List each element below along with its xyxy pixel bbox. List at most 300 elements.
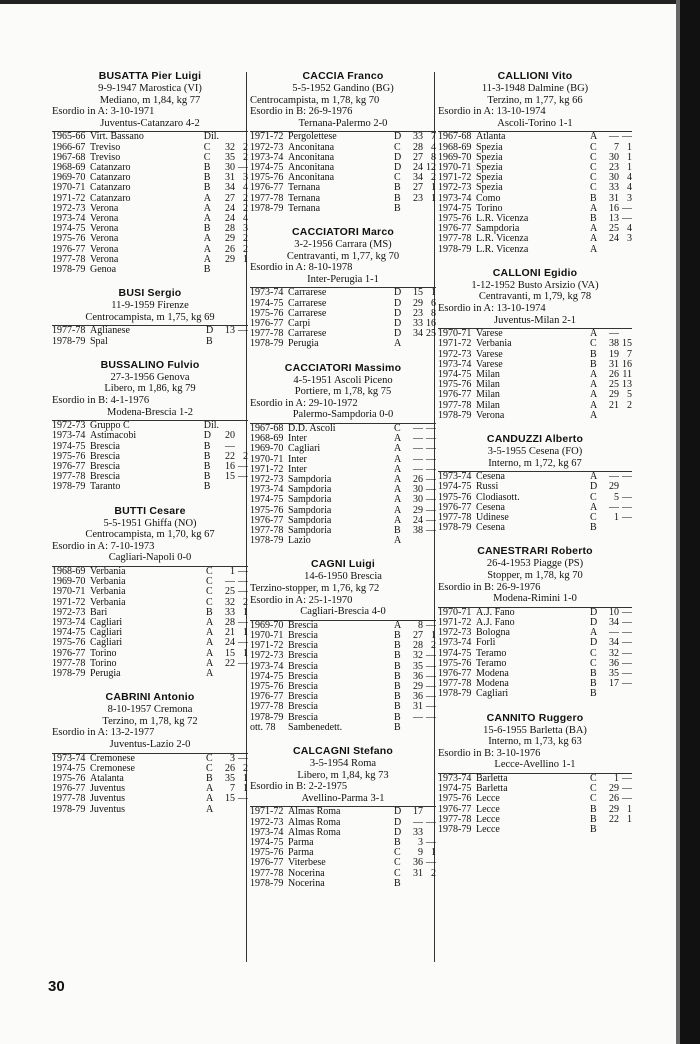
- goals-cell: —: [426, 692, 436, 703]
- season-cell: 1972-73: [250, 817, 284, 828]
- season-cell: 1973-74: [438, 193, 472, 204]
- goals-cell: —: [426, 454, 436, 465]
- table-row: [52, 442, 248, 452]
- goals-cell: 25: [426, 329, 436, 340]
- season-cell: 1972-73: [250, 651, 284, 662]
- club-cell: Lazio: [288, 536, 311, 547]
- club-cell: Perugia: [90, 669, 121, 680]
- table-row: [250, 455, 436, 465]
- table-row: [438, 649, 632, 659]
- season-cell: 1976-77: [250, 692, 284, 703]
- player-info: [438, 725, 632, 771]
- table-row: [250, 526, 436, 536]
- debut-line: Esordio in B: 4-1-1976: [52, 395, 150, 406]
- player-entry: [250, 745, 436, 889]
- goals-cell: 3: [243, 224, 248, 235]
- table-row: [250, 495, 436, 505]
- role-line: Centravanti, m 1,77, kg 70: [286, 250, 400, 262]
- goals-cell: [423, 204, 436, 214]
- birth-line: 8-10-1957 Cremona: [107, 704, 193, 716]
- appearances-cell: —: [603, 472, 619, 483]
- goals-cell: 1: [243, 254, 248, 265]
- column-1: [52, 70, 248, 827]
- league-cell: C: [590, 183, 597, 194]
- appearances-cell: 29: [225, 254, 235, 265]
- appearances-cell: 31: [609, 193, 619, 204]
- season-cell: 1971-72: [250, 464, 284, 475]
- league-cell: B: [394, 193, 401, 204]
- club-cell: L.R. Vicenza: [476, 244, 529, 255]
- goals-cell: 7: [627, 349, 632, 360]
- goals-cell: —: [238, 658, 248, 669]
- appearances-cell: 33: [609, 183, 619, 194]
- appearances-cell: 30: [609, 173, 619, 184]
- club-cell: Udinese: [476, 513, 509, 524]
- table-row: [250, 536, 436, 546]
- goals-cell: 1: [243, 648, 248, 659]
- goals-cell: 3: [627, 234, 632, 245]
- league-cell: C: [394, 423, 407, 434]
- appearances-cell: 35: [609, 669, 619, 680]
- goals-cell: 1: [431, 630, 436, 641]
- season-cell: 1977-78: [438, 400, 472, 411]
- player-entry: [250, 362, 436, 547]
- goals-cell: —: [619, 472, 632, 483]
- season-cell: 1978-79: [250, 536, 284, 547]
- club-cell: Varese: [476, 349, 503, 360]
- league-cell: C: [394, 858, 401, 869]
- page-number: 30: [48, 978, 65, 995]
- club-cell: Milan: [476, 390, 500, 401]
- league-cell: D: [394, 308, 402, 319]
- club-cell: Gruppo C: [90, 421, 204, 432]
- goals-cell: 11: [622, 370, 632, 380]
- league-cell: A: [394, 495, 402, 506]
- table-row: [250, 143, 436, 153]
- club-cell: Bari: [90, 607, 108, 618]
- table-row: [52, 618, 248, 628]
- column-2: [250, 70, 436, 901]
- league-cell: A: [590, 244, 598, 255]
- season-cell: 1975-76: [52, 638, 86, 649]
- role-line: Interno, m 1,72, kg 67: [488, 457, 582, 469]
- player-name: CACCIATORI Massimo: [284, 361, 402, 374]
- league-cell: B: [206, 774, 213, 784]
- player-name: CACCIA Franco: [302, 70, 384, 82]
- table-row: [52, 805, 248, 815]
- goals-cell: —: [426, 474, 436, 485]
- season-cell: 1978-79: [250, 339, 284, 350]
- career-table: [438, 131, 632, 254]
- season-cell: 1973-74: [52, 214, 86, 224]
- table-row: [438, 825, 632, 835]
- player-entry: [438, 433, 632, 533]
- goals-cell: —: [426, 434, 436, 445]
- table-row: [438, 411, 632, 421]
- goals-cell: 5: [627, 390, 632, 401]
- table-row: [438, 628, 632, 638]
- appearances-cell: 15: [225, 648, 235, 659]
- league-cell: D: [394, 132, 407, 143]
- season-cell: 1977-78: [250, 526, 284, 536]
- appearances-cell: 15: [407, 288, 423, 299]
- table-row: [52, 143, 248, 153]
- table-row: [52, 669, 248, 679]
- season-cell: 1975-76: [52, 774, 86, 784]
- goals-cell: 2: [431, 173, 436, 184]
- appearances-cell: 26: [225, 763, 235, 774]
- appearances-cell: 38: [413, 526, 423, 536]
- scan-edge: [676, 0, 700, 1044]
- club-cell: Verona: [476, 410, 505, 421]
- season-cell: 1966-67: [52, 142, 86, 153]
- club-cell: Almas Roma: [288, 807, 394, 818]
- table-row: [52, 794, 248, 804]
- goals-cell: 4: [431, 142, 436, 153]
- role-line: Terzino, m 1,78, kg 72: [102, 715, 198, 727]
- table-row: [438, 245, 632, 255]
- debut-line: Esordio in A: 13-10-1974: [438, 303, 546, 314]
- table-row: [250, 299, 436, 309]
- appearances-cell: 26: [413, 474, 423, 485]
- appearances-cell: 13: [609, 214, 619, 224]
- goals-cell: —: [426, 661, 436, 672]
- appearances-cell: —: [609, 628, 619, 639]
- birth-line: 26-4-1953 Piagge (PS): [486, 558, 584, 570]
- league-cell: C: [394, 868, 401, 879]
- season-cell: 1977-78: [438, 234, 472, 245]
- player-entry: [250, 70, 436, 214]
- appearances-cell: 15: [225, 794, 235, 805]
- season-cell: 1971-72: [52, 193, 86, 204]
- appearances-cell: [219, 805, 235, 815]
- career-table: [438, 773, 632, 835]
- goals-cell: 2: [243, 142, 248, 153]
- player-name: BUTTI Cesare: [114, 504, 186, 517]
- goals-cell: 2: [431, 868, 436, 879]
- player-info: [52, 372, 248, 418]
- appearances-cell: [219, 669, 235, 679]
- table-row: [52, 163, 248, 173]
- appearances-cell: 29: [225, 234, 235, 245]
- column-3: [438, 70, 632, 847]
- league-cell: A: [206, 784, 214, 795]
- goals-cell: —: [426, 858, 436, 869]
- season-cell: 1973-74: [52, 753, 90, 764]
- debut-line: Esordio in B: 3-10-1976: [438, 747, 541, 759]
- goals-cell: —: [426, 702, 436, 713]
- goals-cell: 6: [431, 298, 436, 309]
- season-cell: 1976-77: [250, 183, 284, 194]
- appearances-cell: 28: [413, 142, 423, 153]
- goals-cell: 2: [243, 193, 248, 204]
- goals-cell: [423, 723, 436, 733]
- player-name: CALLONI Egidio: [492, 266, 578, 279]
- debut-line: Esordio in A: 7-10-1973: [52, 540, 155, 552]
- league-cell: B: [590, 359, 597, 370]
- goals-cell: —: [622, 513, 632, 524]
- goals-cell: 8: [431, 152, 436, 163]
- season-cell: 1976-77: [52, 648, 86, 659]
- appearances-cell: [603, 825, 619, 835]
- league-cell: A: [394, 434, 402, 445]
- appearances-cell: 7: [614, 142, 619, 153]
- season-cell: 1975-76: [438, 794, 472, 805]
- club-cell: Varese: [476, 329, 590, 340]
- appearances-cell: —: [603, 329, 619, 340]
- goals-cell: —: [426, 505, 436, 516]
- player-entry: [438, 267, 632, 421]
- appearances-cell: 35: [225, 774, 235, 784]
- appearances-cell: 23: [609, 162, 619, 173]
- season-cell: 1976-77: [438, 804, 472, 815]
- season-cell: 1968-69: [52, 566, 90, 577]
- role-line: Interno, m 1,73, kg 63: [488, 736, 582, 748]
- club-cell: Parma: [288, 838, 314, 848]
- club-cell: Verona: [90, 214, 119, 224]
- table-row: [250, 163, 436, 173]
- season-cell: 1975-76: [250, 505, 284, 516]
- season-cell: 1978-79: [52, 265, 86, 276]
- appearances-cell: 28: [413, 641, 423, 652]
- goals-cell: 2: [431, 641, 436, 652]
- table-row: [250, 319, 436, 329]
- season-cell: 1973-74: [438, 774, 476, 785]
- club-cell: Spal: [90, 336, 108, 347]
- club-cell: Spezia: [476, 162, 503, 173]
- club-cell: Milan: [476, 370, 500, 380]
- club-cell: Verona: [90, 224, 119, 235]
- appearances-cell: 31: [413, 868, 423, 879]
- player-entry: [250, 558, 436, 733]
- goals-cell: 1: [431, 183, 436, 194]
- role-line: Mediano, m 1,84, kg 77: [99, 94, 201, 106]
- table-row: [250, 620, 436, 631]
- league-cell: C: [203, 152, 211, 163]
- appearances-cell: 24: [413, 162, 423, 173]
- table-row: [250, 838, 436, 848]
- league-cell: B: [590, 679, 597, 690]
- debut-match-line: Cagliari-Napoli 0-0: [108, 552, 192, 564]
- goals-cell: [235, 132, 248, 143]
- table-row: [438, 339, 632, 349]
- club-cell: Brescia: [90, 441, 120, 452]
- season-cell: 1976-77: [52, 462, 86, 472]
- club-cell: Lecce: [476, 794, 500, 805]
- league-cell: B: [394, 878, 401, 889]
- goals-cell: 4: [243, 214, 248, 224]
- appearances-cell: 15: [225, 472, 235, 483]
- league-cell: A: [206, 638, 214, 649]
- appearances-cell: [603, 245, 619, 255]
- club-cell: Brescia: [288, 712, 318, 723]
- table-row: [52, 608, 248, 618]
- league-cell: D: [206, 326, 219, 337]
- club-cell: L.R. Vicenza: [476, 214, 529, 224]
- club-cell: Forlì: [476, 638, 496, 649]
- role-line: Centrocampista, m 1,78, kg 70: [250, 94, 380, 106]
- season-cell: 1972-73: [52, 421, 90, 432]
- player-info: [438, 83, 632, 129]
- birth-line: 5-5-1952 Gandino (BG): [292, 83, 394, 94]
- league-cell: C: [590, 142, 597, 153]
- club-cell: Treviso: [90, 152, 121, 163]
- league-cell: Dil.: [203, 420, 219, 432]
- table-row: [52, 255, 248, 265]
- player-info: [52, 300, 248, 323]
- table-row: [438, 132, 632, 143]
- table-row: [52, 587, 248, 597]
- goals-cell: —: [238, 587, 248, 598]
- goals-cell: 3: [243, 173, 248, 184]
- appearances-cell: 33: [413, 318, 423, 329]
- goals-cell: [235, 421, 248, 432]
- table-row: [438, 638, 632, 648]
- club-cell: Carpi: [288, 318, 311, 329]
- table-row: [438, 153, 632, 163]
- club-cell: Cagliari: [476, 689, 509, 700]
- club-cell: Anconitana: [288, 152, 335, 163]
- league-cell: A: [394, 464, 402, 475]
- appearances-cell: 33: [407, 132, 423, 143]
- league-cell: C: [590, 152, 597, 163]
- club-cell: Verbania: [90, 587, 126, 598]
- appearances-cell: 24: [225, 203, 235, 214]
- season-cell: 1978-79: [250, 878, 284, 889]
- goals-cell: —: [426, 464, 436, 475]
- goals-cell: 1: [423, 288, 436, 299]
- club-cell: Cremonese: [90, 763, 135, 774]
- table-row: [438, 234, 632, 244]
- table-row: [250, 132, 436, 143]
- season-cell: 1967-68: [52, 152, 86, 163]
- season-cell: 1968-69: [52, 162, 86, 173]
- goals-cell: 1: [243, 607, 248, 618]
- club-cell: Perugia: [288, 339, 319, 350]
- debut-match-line: Ternana-Palermo 2-0: [298, 117, 388, 129]
- league-cell: A: [394, 505, 402, 516]
- season-cell: 1975-76: [250, 173, 284, 184]
- club-cell: Clodiasott.: [476, 492, 520, 503]
- career-table: [52, 420, 248, 492]
- appearances-cell: —: [609, 502, 619, 513]
- league-cell: D: [590, 607, 603, 618]
- table-row: [438, 163, 632, 173]
- league-cell: C: [394, 142, 401, 153]
- league-cell: B: [590, 825, 597, 836]
- club-cell: Cesena: [476, 502, 505, 513]
- appearances-cell: [219, 265, 235, 275]
- player-info: [250, 83, 436, 129]
- season-cell: 1977-78: [438, 679, 472, 690]
- season-cell: ott. 78: [250, 722, 276, 733]
- goals-cell: —: [622, 658, 632, 669]
- league-cell: C: [206, 753, 219, 764]
- appearances-cell: 31: [609, 359, 619, 370]
- table-row: [250, 692, 436, 702]
- goals-cell: 1: [431, 193, 436, 204]
- league-cell: D: [203, 431, 211, 442]
- club-cell: Catanzaro: [90, 193, 131, 204]
- table-row: [438, 513, 632, 523]
- goals-cell: [235, 431, 248, 441]
- birth-line: 11-9-1959 Firenze: [111, 300, 189, 312]
- appearances-cell: 5: [614, 492, 619, 503]
- league-cell: B: [394, 692, 401, 703]
- season-cell: 1973-74: [250, 661, 284, 672]
- table-row: [250, 465, 436, 475]
- club-cell: Atalanta: [90, 774, 124, 784]
- table-row: [52, 204, 248, 214]
- club-cell: Atlanta: [476, 132, 590, 143]
- season-cell: 1975-76: [250, 848, 284, 859]
- season-cell: 1974-75: [52, 441, 86, 452]
- league-cell: B: [206, 336, 213, 347]
- league-cell: C: [590, 784, 597, 795]
- table-row: [52, 764, 248, 774]
- league-cell: B: [203, 462, 211, 472]
- season-cell: 1975-76: [52, 451, 86, 462]
- club-cell: Astimacobi: [90, 431, 137, 442]
- appearances-cell: 33: [413, 827, 423, 838]
- season-cell: 1976-77: [250, 858, 284, 869]
- player-entry: [52, 359, 248, 493]
- table-row: [438, 679, 632, 689]
- season-cell: 1976-77: [52, 784, 86, 795]
- club-cell: Sampdoria: [288, 515, 332, 526]
- appearances-cell: 16: [225, 462, 235, 472]
- appearances-cell: —: [413, 444, 423, 455]
- season-cell: 1971-72: [438, 618, 472, 628]
- goals-cell: 2: [243, 763, 248, 774]
- appearances-cell: [219, 132, 235, 143]
- club-cell: Verona: [90, 254, 119, 265]
- table-row: [250, 194, 436, 204]
- goals-cell: 15: [622, 339, 632, 350]
- season-cell: 1975-76: [438, 380, 472, 391]
- league-cell: B: [394, 183, 401, 194]
- appearances-cell: [603, 411, 619, 421]
- club-cell: Anconitana: [288, 162, 335, 173]
- club-cell: Brescia: [288, 630, 318, 641]
- appearances-cell: 22: [225, 451, 235, 462]
- player-info: [52, 83, 248, 129]
- table-row: [52, 784, 248, 794]
- appearances-cell: 17: [407, 807, 423, 818]
- goals-cell: 2: [243, 234, 248, 245]
- season-cell: 1974-75: [438, 482, 472, 493]
- table-row: [250, 682, 436, 692]
- league-cell: B: [203, 441, 211, 452]
- appearances-cell: —: [413, 434, 423, 445]
- table-row: [438, 401, 632, 411]
- goals-cell: —: [622, 628, 632, 639]
- goals-cell: 13: [622, 380, 632, 391]
- season-cell: 1978-79: [438, 825, 472, 836]
- appearances-cell: 22: [225, 658, 235, 669]
- debut-line: Esordio in A: 3-10-1971: [52, 106, 155, 118]
- season-cell: 1977-78: [438, 814, 472, 825]
- appearances-cell: 16: [609, 203, 619, 214]
- goals-cell: —: [622, 214, 632, 224]
- table-row: [250, 672, 436, 682]
- league-cell: B: [590, 804, 597, 815]
- league-cell: C: [206, 597, 213, 608]
- club-cell: Brescia: [90, 451, 120, 462]
- season-cell: 1969-70: [52, 173, 86, 184]
- table-row: [438, 143, 632, 153]
- club-cell: Ternana: [288, 203, 321, 214]
